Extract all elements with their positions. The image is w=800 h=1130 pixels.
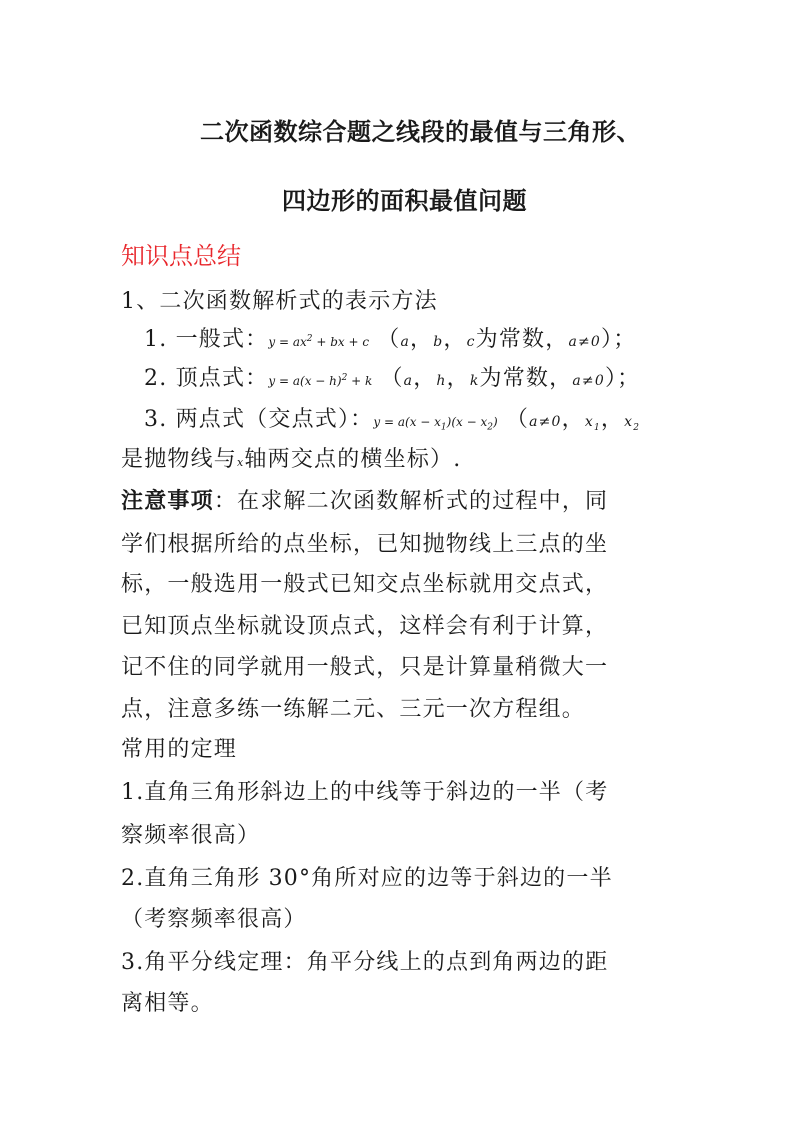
note-label: 注意事项 [121, 489, 214, 514]
page-title-line2: 四边形的面积最值问题 [282, 187, 527, 215]
theorem-line-2: 察频率很高） [121, 823, 261, 848]
general-form-row: 1. 一般式：$y = ax^2$ + bx + c （a，b，c为常数，a≠0）； [144, 327, 637, 352]
two-point-form-label: 3. 两点式（交点式）： [144, 407, 374, 432]
param-a: a [400, 334, 411, 350]
note-line-2: 学们根据所给的点坐标，已知抛物线上三点的坐 [121, 532, 609, 557]
general-form-formula: $y = ax^2$ + bx + c [268, 334, 370, 349]
theorem-line-5: 3.角平分线定理：角平分线上的点到角两边的距 [121, 950, 609, 975]
item1-heading: 1、二次函数解析式的表示方法 [121, 289, 438, 314]
section-heading: 知识点总结 [121, 242, 241, 270]
param-c: c [466, 334, 476, 350]
const-suffix: 为常数， [475, 327, 569, 352]
paren-open: （ [505, 407, 530, 432]
param-a: a [403, 373, 414, 389]
param-b: b [433, 334, 444, 350]
note-line-1 [121, 484, 800, 515]
general-form-label: 1. 一般式： [144, 327, 269, 352]
theorems-heading: 常用的定理 [121, 737, 238, 762]
theorem-line-6: 离相等。 [121, 991, 214, 1016]
two-point-desc-prefix: 是抛物线与 [121, 447, 238, 472]
theorem-line-1: 1.直角三角形斜边上的中线等于斜边的一半（考 [121, 780, 609, 805]
note-line-4: 已知顶点坐标就设顶点式，这样会有利于计算， [121, 614, 609, 639]
param-k: k [469, 373, 480, 389]
note-line-6: 点，注意多练一练解二元、三元一次方程组。 [121, 697, 586, 722]
root-x1: $x_1$ [584, 414, 601, 433]
root-x2: $x_2$ [624, 414, 641, 433]
paren-open: （ [377, 327, 401, 352]
paren-close: ）； [604, 366, 641, 391]
paren-close: ）； [601, 327, 637, 352]
theorem-line-3: 2.直角三角形 30°角所对应的边等于斜边的一半 [121, 866, 613, 891]
two-point-desc-suffix: 轴两交点的横坐标）. [244, 447, 462, 472]
const-suffix: 为常数， [479, 366, 573, 391]
theorem-line-4: （考察频率很高） [121, 907, 307, 932]
two-point-form-row: 3. 两点式（交点式）：$y = a(x - x_1)(x - x_2)$ （a≠0，$x_1$，$x_2$ [144, 407, 641, 433]
condition: a≠0 [572, 373, 605, 389]
vertex-form-formula: $y = a(x - h)^2 + k$ [268, 373, 373, 388]
x-axis-var: x [237, 456, 245, 469]
two-point-form-formula: $y = a(x - x_1)(x - x_2)$ [373, 415, 498, 433]
two-point-form-row2 [121, 442, 800, 473]
note-line-3: 标，一般选用一般式已知交点坐标就用交点式， [121, 572, 609, 597]
note-text: ：在求解二次函数解析式的过程中，同 [213, 489, 609, 514]
note-line-5: 记不住的同学就用一般式，只是计算量稍微大一 [121, 655, 609, 680]
paren-open: （ [380, 366, 404, 391]
vertex-form-row: 2. 顶点式：$y = a(x - h)^2 + k$ （a，h，k为常数，a≠0）； [144, 366, 641, 391]
page-title-line1: 二次函数综合题之线段的最值与三角形、 [200, 118, 641, 146]
condition: a≠0 [568, 334, 602, 350]
vertex-form-label: 2. 顶点式： [144, 366, 269, 391]
condition: a≠0 [529, 414, 562, 430]
param-h: h [436, 373, 447, 389]
